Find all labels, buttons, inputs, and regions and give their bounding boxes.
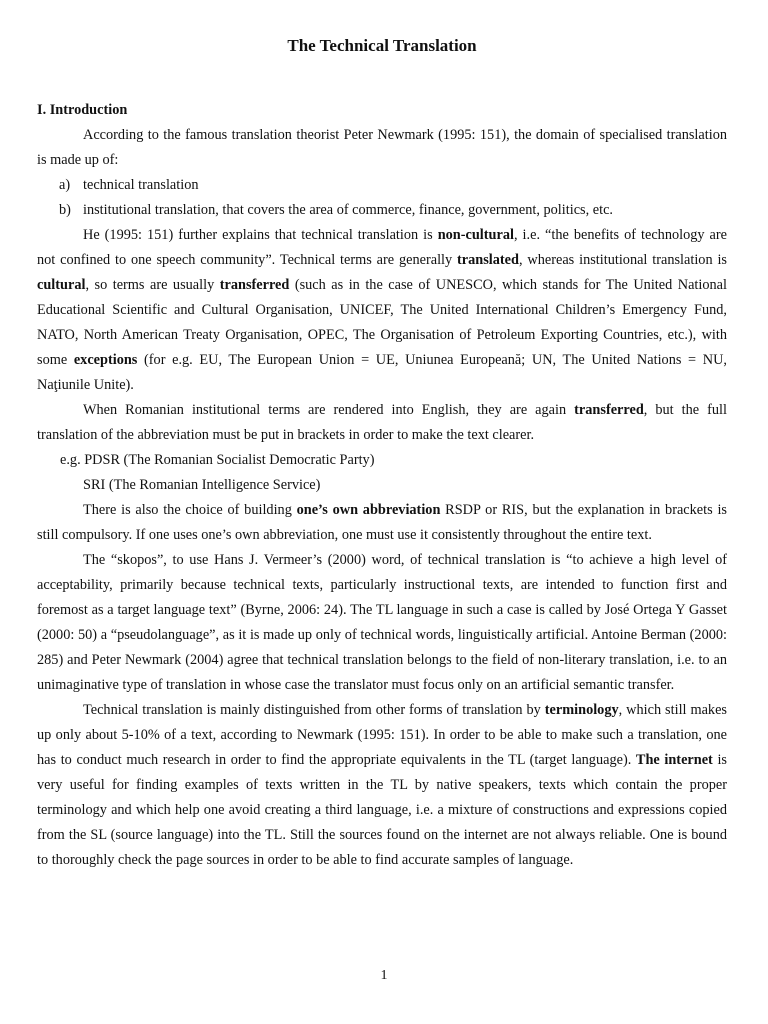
text-run: Technical translation is mainly distinguished from other forms of translation by — [83, 702, 545, 718]
bold-term: The internet — [635, 752, 713, 768]
list-item — [37, 173, 727, 198]
bold-term: cultural — [37, 277, 86, 293]
paragraph-1: According to the famous translation theorist Peter Newmark (1995: 151), the domain of specialised translation is made up of: — [37, 127, 727, 168]
paragraph-6 — [37, 698, 727, 873]
text-run: , so terms are usually — [85, 277, 220, 293]
translation-types-list — [37, 173, 727, 223]
paragraph-5: The “skopos”, to use Hans J. Vermeer’s (2000) word, of technical translation is “to achieve a high level of acceptability, primarily because technical texts, particularly instructional texts, are intended to function first and foremost as a target language text” (Byrne, 2006: 24). The TL language in such a case is called by José Ortega Y Gasset (2000: 50) a “pseudolanguage”, as it is made up only of technical words, linguistically artificial. Antoine Berman (2000: 285) and Peter Newmark (2004) agree that technical translation belongs to the field of non-literary translation, i.e. to an unimaginative type of translation in whose case the translator must focus only on an artificial semantic transfer. — [37, 552, 727, 693]
bold-term: translated — [457, 252, 519, 268]
bold-term: one’s own abbreviation — [296, 502, 441, 518]
text-run: , which still makes up only about 5-10% of a text, according to Newmark (1995: 151). In order to be able to make such a translation, one has to conduct much research in order to find the appropriate equivalents in the TL (target language). — [37, 702, 727, 768]
paragraph-2 — [37, 223, 727, 398]
list-item — [37, 198, 727, 223]
section-heading: I. Introduction — [37, 102, 128, 118]
bold-term: exceptions — [73, 352, 138, 368]
text-run: , but the full translation of the abbreviation must be put in brackets in order to make the text clearer. — [37, 402, 727, 443]
text-run: is very useful for finding examples of texts written in the TL by native speakers, texts which contain the proper terminology and which help one avoid creating a third language, i.e. a mixture of constructions and expressions copied from the SL (source language) into the TL. Still the sources found on the internet are not always reliable. One is bound to thoroughly check the page sources in order to be able to find accurate samples of language. — [37, 752, 727, 868]
list-item-text: technical translation — [83, 177, 199, 193]
example-line-2: SRI (The Romanian Intelligence Service) — [83, 477, 321, 493]
text-run: He (1995: 151) further explains that technical translation is — [83, 227, 438, 243]
page-number: 1 — [380, 968, 388, 983]
text-run: RSDP or RIS, but the explanation in brackets is still compulsory. If one uses one’s own abbreviation, one must use it consistently throughout the entire text. — [37, 502, 727, 543]
text-run: When Romanian institutional terms are rendered into English, they are again — [83, 402, 575, 418]
document-title: The Technical Translation — [287, 36, 477, 55]
text-run: , i.e. “the benefits of technology are not confined to one speech community”. Technical terms are generally — [37, 227, 727, 268]
example-line-1: e.g. PDSR (The Romanian Socialist Democratic Party) — [60, 452, 375, 468]
list-item-text: institutional translation, that covers the area of commerce, finance, government, politics, etc. — [83, 202, 613, 218]
text-run: (for e.g. EU, The European Union = UE, Uniunea Europeană; UN, The United Nations = NU, Naţiunile Unite). — [37, 352, 727, 393]
list-marker: b) — [59, 202, 71, 218]
paragraph-4 — [37, 498, 727, 548]
text-run: , whereas institutional translation is — [518, 252, 727, 268]
bold-term: terminology — [544, 702, 619, 718]
list-marker: a) — [59, 177, 71, 193]
text-run: (such as in the case of UNESCO, which stands for The United National Educational Scientific and Cultural Organisation, UNICEF, The United International Children’s Emergency Fund, NATO, North American Treaty Organisation, OPEC, The Organisation of Petroleum Exporting Countries, etc.), with some — [37, 277, 727, 368]
bold-term: non-cultural — [437, 227, 514, 243]
paragraph-3 — [37, 398, 727, 448]
bold-term: transferred — [219, 277, 290, 293]
bold-term: transferred — [574, 402, 644, 418]
text-run: There is also the choice of building — [83, 502, 297, 518]
